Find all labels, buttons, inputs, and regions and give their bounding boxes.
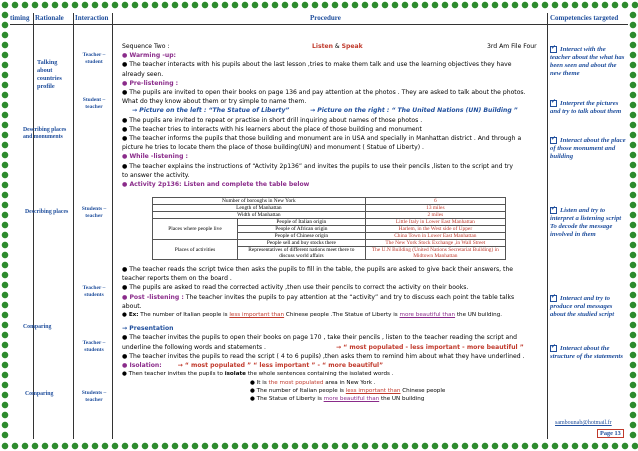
line-2: already seen. <box>122 70 164 78</box>
example-line <box>122 311 546 320</box>
isolation-line <box>122 361 546 370</box>
procedure-text <box>122 42 546 189</box>
competency-5-text: Interact and try to produce oral messages about the studied script <box>550 295 615 319</box>
line-7: ● The teacher informs the pupils that those building and monument are in USA and specially in Manhattan district . And through a <box>122 135 522 143</box>
rationale-describing: Describing places <box>25 209 69 215</box>
rationale-comparing-1: Comparing <box>23 324 52 330</box>
line-19b: isolate <box>224 371 246 378</box>
activity-table <box>152 197 506 260</box>
line-4: What do they know about them or try simple to name them. <box>122 98 307 106</box>
decorative-border-left <box>0 10 10 441</box>
sentence-2b: less important than <box>345 388 401 395</box>
picture-right: → Picture on the right : “ The United Nations (UN) Building ” <box>310 107 518 115</box>
table-cell-label: People sell and buy stocks there <box>238 240 366 247</box>
header-procedure: Procedure <box>310 14 341 22</box>
col-divider-timing <box>33 13 34 439</box>
header-competencies: Competencies targeted <box>550 14 619 22</box>
procedure-text-lower <box>122 265 546 403</box>
table-cell-label: Width of Manhattan <box>153 212 366 219</box>
example-text-a: The number of Italian people is <box>138 312 230 319</box>
header-timing: timing <box>10 14 30 22</box>
sentence-2a: ● The number of Italian people is <box>250 388 346 395</box>
competency-2-text: Interpret the pictures and try to talk about them <box>550 100 622 116</box>
sentence-3a: ● The Statue of Liberty is <box>250 396 324 403</box>
line-19a: ● Then teacher invites the pupils to <box>122 371 225 378</box>
checkbox-icon <box>550 100 557 107</box>
sentence-1b: the most populated <box>268 380 324 387</box>
rationale-comparing-2: Comparing <box>25 391 54 397</box>
table-row <box>153 205 506 212</box>
example-text-c: the UN building. <box>455 312 503 319</box>
example-text-b: Chinese people .The Statue of Liberty is <box>284 312 400 319</box>
example-less: less important than <box>229 312 285 319</box>
warmup-heading: ● Warming -up: <box>122 52 176 60</box>
listen-label: Listen <box>312 43 333 50</box>
table-cell-value: The New York Stock Exchange ,in Wall Street <box>365 240 505 247</box>
line-5: ● The pupils are invited to repeat or practise in short drill inquiring about names of those photos . <box>122 116 423 124</box>
picture-line <box>122 106 546 115</box>
col-divider-procedure <box>547 13 548 439</box>
competency-1 <box>550 46 626 78</box>
line-18: ● The teacher invites the pupils to read the script ( 4 to 6 pupils) ,then asks them to remind him about what they have underlined . <box>122 352 525 360</box>
line-14: The teacher invites the pupils to pay attention at the “activity” and try to discuss each point the table talks <box>183 293 515 301</box>
presentation-heading: → Presentation <box>122 325 174 333</box>
header-interaction: Interaction <box>75 14 109 22</box>
competency-1-text: Interact with the teacher about the what has been seen and about the new theme <box>550 46 625 78</box>
activity-heading: ● Activity 2p136: Listen and complete the table below <box>122 181 310 189</box>
line-13: ● The pupils are asked to read the corrected activity ,then use their pencils to correct the activity on their books. <box>122 284 469 292</box>
picture-left: → Picture on the left : “The Statue of Liberty” <box>132 107 290 115</box>
author-email[interactable]: sambounab@hotmail.fr <box>555 420 612 426</box>
checkbox-icon <box>550 46 557 53</box>
line-6: ● The teacher tries to interacts with his learners about the place of those building and monument <box>122 125 422 133</box>
rationale-talking: Talking about countries profile <box>37 59 62 90</box>
line-8: picture he tries to locate them the place of those building(UN) and monument ( Statue of Liberty) . <box>122 144 424 152</box>
competency-6 <box>550 345 626 361</box>
table-cell-value: 6 <box>365 198 505 205</box>
postlisten-heading: ● Post -listening : <box>122 293 184 301</box>
line-15: about. <box>122 302 142 310</box>
line-12: teacher reports them on the board . <box>122 275 232 283</box>
example-label: ● Ex: <box>122 312 139 319</box>
isolation-words: → “ most populated ” “ less important ” - “ more beautiful” <box>177 362 384 370</box>
interaction-teacher-students-2: Teacher – students <box>82 340 106 353</box>
competency-4-text: Listen and try to interpret a listening script To decode the message involved in them <box>550 207 622 239</box>
postlisten-line <box>122 293 546 302</box>
sentence-1a: ● It is <box>250 380 269 387</box>
table-cell-value: Little Italy in Lower East Manhattan <box>365 219 505 226</box>
checkbox-icon <box>550 137 557 144</box>
isolation-heading: ● Isolation: <box>122 362 162 370</box>
competency-6-text: Interact about the structure of the statements <box>550 345 624 361</box>
header-rationale: Rationale <box>35 14 64 22</box>
competency-5 <box>550 295 626 319</box>
table-cell-label: People of Chinese origin <box>238 233 366 240</box>
table-cell-value: Harlem, in the West side of Upper <box>365 226 505 233</box>
competency-4 <box>550 207 626 239</box>
header-divider <box>10 24 628 25</box>
table-row <box>153 240 506 247</box>
sentence-1 <box>250 379 546 387</box>
table-cell-label: Number of boroughs in New York <box>153 198 366 205</box>
table-cell-label: Representatives of different nations meet there to discuss world affairs <box>238 247 366 260</box>
line-9: ● The teacher explains the instructions of “Activity 2p136” and invites the pupils to use their pencils ,listen to the script and try <box>122 162 513 170</box>
sequence-line <box>122 42 546 51</box>
decorative-border-right <box>628 10 638 441</box>
table-row <box>153 219 506 226</box>
lesson-plan-table <box>10 10 628 441</box>
sequence-title: Sequence Two : <box>122 43 170 50</box>
table-cell-label: Length of Manhattan <box>153 205 366 212</box>
table-cell-label: People of Italian origin <box>238 219 366 226</box>
table-row <box>153 212 506 219</box>
line-19c: the whole sentences containing the isolated words . <box>245 371 394 378</box>
table-cell-value: China Town in Lower East Manhattan <box>365 233 505 240</box>
sentence-2 <box>250 387 546 395</box>
page-number: Page 13 <box>597 429 624 438</box>
interaction-students-teacher-2: Students – teacher <box>81 390 107 403</box>
interaction-teacher-student: Teacher – student <box>82 52 106 65</box>
level-label: 3rd Am File Four <box>487 43 537 50</box>
sentence-3b: more beautiful than <box>323 396 380 403</box>
table-cell-value: 2 miles <box>365 212 505 219</box>
competency-3 <box>550 137 626 161</box>
sentence-2c: Chinese people <box>400 388 446 395</box>
col-divider-rationale <box>73 13 74 439</box>
rationale-describing-places: Describing places and monuments <box>23 127 67 140</box>
interaction-student-teacher: Student – teacher <box>82 97 106 110</box>
example-more: more beautiful than <box>399 312 456 319</box>
table-cell-label: People of African origin <box>238 226 366 233</box>
table-row <box>153 198 506 205</box>
table-cell-value: The U.N Building (United Nations Secretariat Building) in Midtown Manhattan <box>365 247 505 260</box>
checkbox-icon <box>550 295 557 302</box>
line-17a: underline the following words and statements . <box>122 343 266 351</box>
interaction-teacher-students-1: Teacher – students <box>82 285 106 298</box>
sentence-3c: the UN building <box>379 396 425 403</box>
decorative-border-bottom <box>0 441 638 451</box>
line-3: ● The pupils are invited to open their books on page 136 and pay attention at the photos . They are asked to talk about the photos. <box>122 89 526 97</box>
table-cell-value: 13 miles <box>365 205 505 212</box>
line-17 <box>122 343 546 352</box>
line-1: ● The teacher interacts with his pupils about the last lesson ,tries to make them talk and use the learning objectives they have <box>122 61 512 69</box>
col-divider-interaction <box>112 13 113 439</box>
table-places-header: Places where people live <box>153 219 238 240</box>
sentence-3 <box>250 395 546 403</box>
interaction-students-teacher: Students – teacher <box>81 206 107 219</box>
decorative-border-top <box>0 0 638 10</box>
sentence-1c: area in New York . <box>323 380 376 387</box>
line-19 <box>122 370 546 379</box>
speak-label: Speak <box>341 43 363 50</box>
competency-3-text: Interact about the place of those monument and building <box>550 137 626 161</box>
whilelisten-heading: ● While -listening : <box>122 153 188 161</box>
line-10: to answer the activity. <box>122 171 190 179</box>
line-17b: → “ most populated - less important - more beautiful ” <box>336 343 524 351</box>
table-activities-header: Places of activities <box>153 240 238 260</box>
checkbox-icon <box>550 345 557 352</box>
amp-label: & <box>334 43 340 50</box>
competency-2 <box>550 100 626 116</box>
line-16: ● The teacher invites the pupils to open their books on page 170 , take their pencils , listen to the teacher reading the script and <box>122 334 517 342</box>
checkbox-icon <box>550 207 557 214</box>
line-11: ● The teacher reads the script twice then asks the pupils to fill in the table, the pupils are asked to give back their answers, the <box>122 266 514 273</box>
prelisten-heading: ● Pre-listening : <box>122 79 179 87</box>
